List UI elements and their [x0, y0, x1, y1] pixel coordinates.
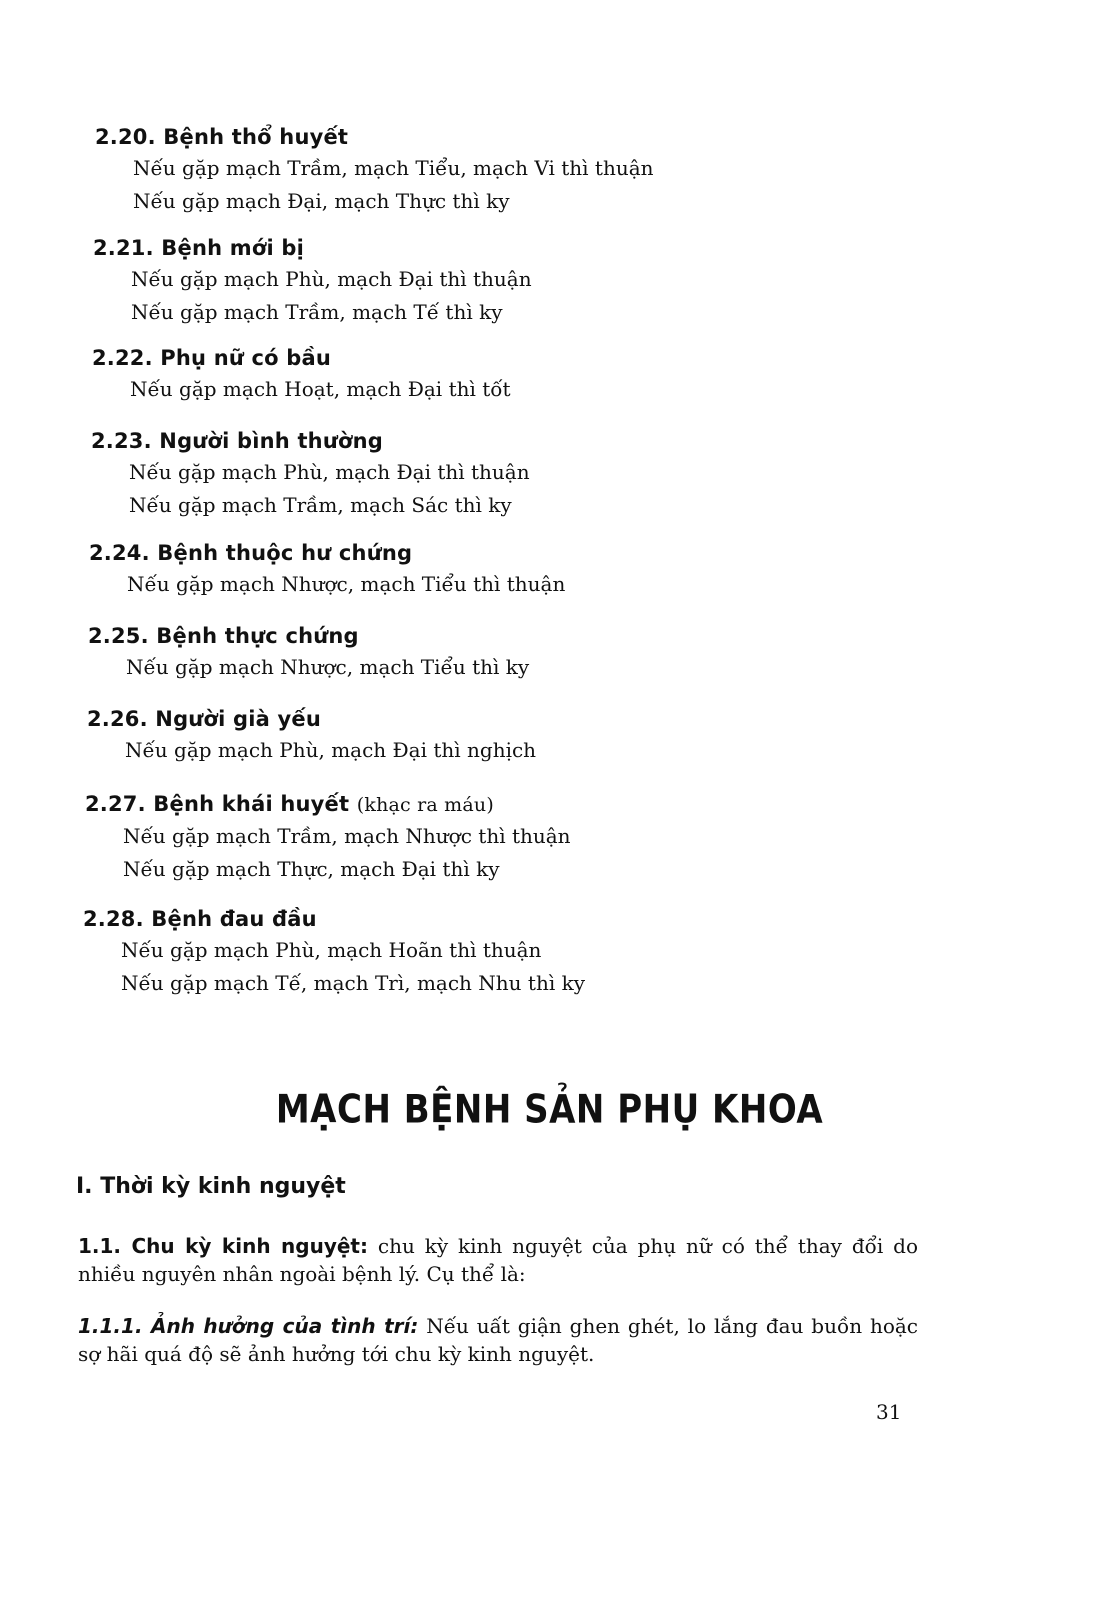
chapter-title: MẠCH BỆNH SẢN PHỤ KHOA: [275, 1087, 824, 1133]
section-line: Nếu gặp mạch Tế, mạch Trì, mạch Nhu thì ky: [121, 971, 585, 995]
section-23: [91, 426, 530, 522]
section-heading-text: 2.27. Bệnh khái huyết: [85, 792, 350, 816]
paragraph-cycle-text: chu kỳ kinh nguyệt của phụ nữ có thể thay đổi do nhiều nguyên nhân ngoài bệnh lý. Cụ thể là:: [78, 1234, 918, 1286]
section-21: [93, 233, 532, 329]
section-heading: [93, 233, 532, 263]
section-heading-text: 2.26. Người già yếu: [87, 707, 321, 731]
paragraph-cycle-lead: 1.1. Chu kỳ kinh nguyệt:: [78, 1234, 368, 1258]
section-line: Nếu gặp mạch Đại, mạch Thực thì ky: [133, 189, 510, 213]
section-22: [92, 343, 511, 406]
paragraph-emotion-text: Nếu uất giận ghen ghét, lo lắng đau buồn hoặc sợ hãi quá độ sẽ ảnh hưởng tới chu kỳ kinh nguyệt.: [78, 1314, 918, 1366]
section-heading-text: 2.25. Bệnh thực chứng: [88, 624, 359, 648]
section-heading-text: 2.28. Bệnh đau đầu: [83, 907, 317, 931]
paragraph-emotion: [78, 1312, 918, 1368]
section-26: [87, 704, 536, 767]
paragraph-emotion-lead: 1.1.1. Ảnh hưởng của tình trí:: [78, 1314, 419, 1338]
section-25: [88, 621, 529, 684]
paragraph-cycle: [78, 1232, 918, 1288]
section-line: Nếu gặp mạch Hoạt, mạch Đại thì tốt: [130, 377, 511, 401]
section-line: Nếu gặp mạch Trầm, mạch Sác thì ky: [129, 493, 512, 517]
section-heading: [88, 621, 529, 651]
section-heading-note: (khạc ra máu): [356, 794, 494, 816]
section-line: Nếu gặp mạch Phù, mạch Đại thì thuận: [129, 460, 530, 484]
section-28: [83, 904, 585, 1000]
section-line: Nếu gặp mạch Thực, mạch Đại thì ky: [123, 857, 500, 881]
section-line: Nếu gặp mạch Phù, mạch Đại thì nghịch: [125, 738, 537, 762]
section-20: [95, 122, 654, 218]
section-heading-text: 2.24. Bệnh thuộc hư chứng: [89, 541, 413, 565]
section-heading: [87, 704, 536, 734]
section-line: Nếu gặp mạch Nhược, mạch Tiểu thì ky: [126, 655, 530, 679]
section-heading: [83, 904, 585, 934]
section-heading: [85, 789, 571, 820]
section-heading: [92, 343, 511, 373]
section-heading-text: 2.21. Bệnh mới bị: [93, 236, 305, 260]
section-line: Nếu gặp mạch Phù, mạch Đại thì thuận: [131, 267, 532, 291]
part-heading: I. Thời kỳ kinh nguyệt: [76, 1174, 346, 1199]
section-line: Nếu gặp mạch Trầm, mạch Nhược thì thuận: [123, 824, 571, 848]
section-heading: [89, 538, 565, 568]
section-24: [89, 538, 565, 601]
section-line: Nếu gặp mạch Trầm, mạch Tế thì ky: [131, 300, 503, 324]
section-line: Nếu gặp mạch Nhược, mạch Tiểu thì thuận: [127, 572, 566, 596]
section-heading-text: 2.23. Người bình thường: [91, 429, 383, 453]
section-27: [85, 789, 571, 886]
section-heading: [95, 122, 654, 152]
section-heading: [91, 426, 530, 456]
section-line: Nếu gặp mạch Phù, mạch Hoãn thì thuận: [121, 938, 542, 962]
section-heading-text: 2.20. Bệnh thổ huyết: [95, 125, 349, 149]
page-number: 31: [876, 1400, 902, 1424]
section-line: Nếu gặp mạch Trầm, mạch Tiểu, mạch Vi thì thuận: [133, 156, 654, 180]
section-heading-text: 2.22. Phụ nữ có bầu: [92, 346, 332, 370]
